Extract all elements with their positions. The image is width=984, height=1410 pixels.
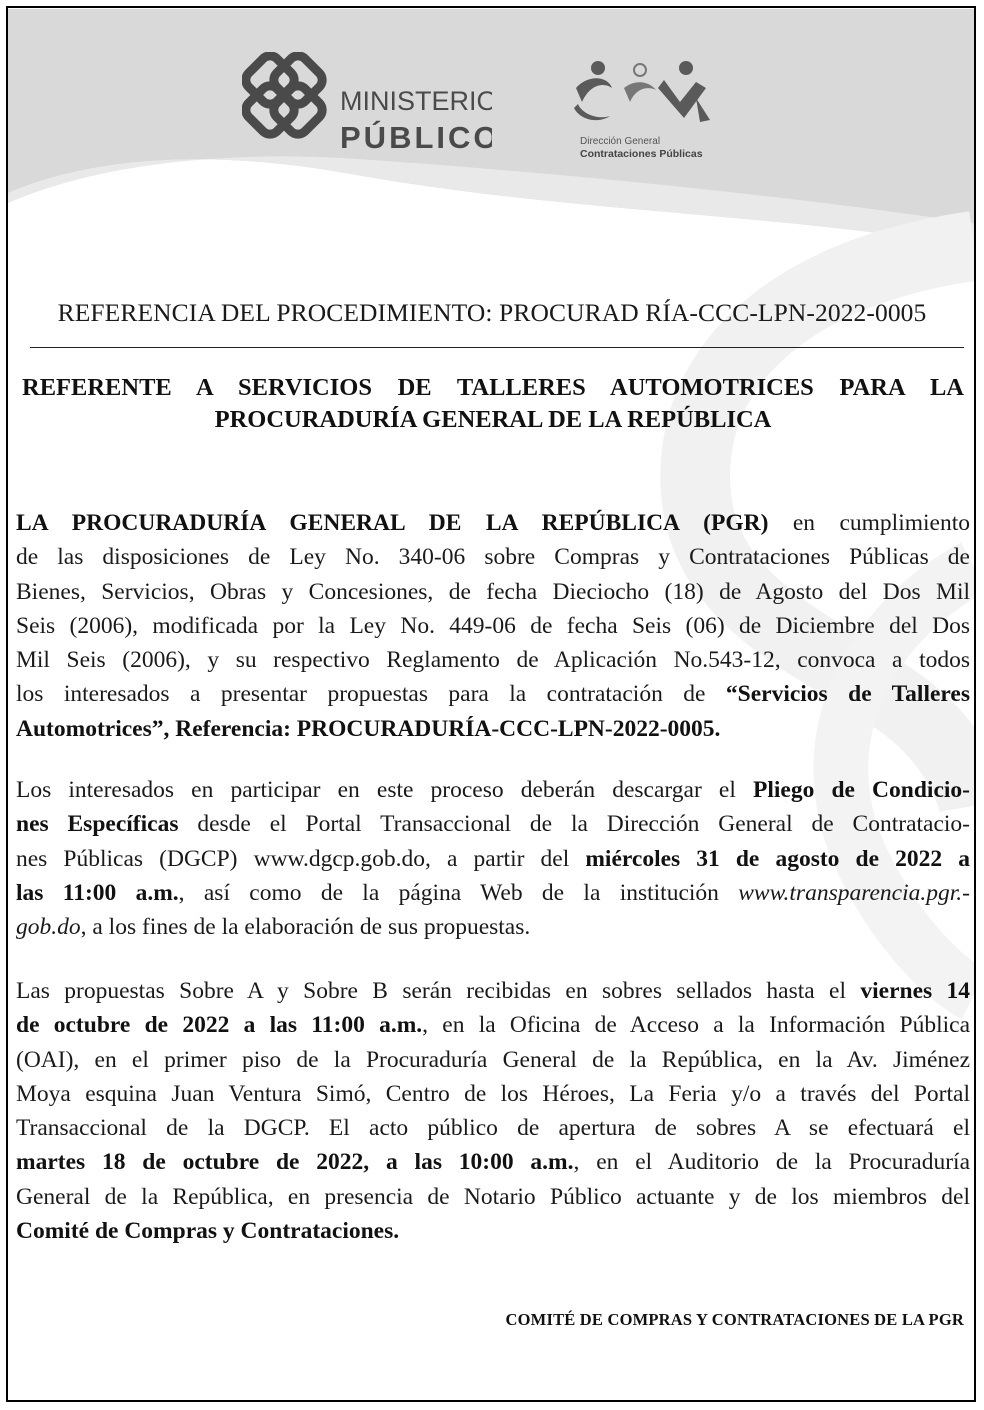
paragraph-line: de las disposiciones de Ley No. 340-06 sobre Compras y Contrataciones Públicas de [16,544,970,571]
dgcp-text-line1: Dirección General [580,136,661,147]
ministerio-text: MINISTERIO [340,86,492,116]
pgr-name-bold: LA PROCURADURÍA GENERAL DE LA REPÚBLICA (PGR) [16,510,769,536]
paragraph-recepcion [16,974,970,1248]
paragraph-line [16,1008,970,1042]
date-bold: martes 18 de octubre de 2022, a las 10:00 a.m. [16,1149,574,1176]
text-span: , a los fines de la elaboración de sus propuestas. [80,914,531,941]
service-name-bold: “Servicios de Talleres [725,681,971,708]
paragraph-line [16,974,970,1008]
dgcp-logo [568,58,728,168]
text-span: Los interesados en participar en este proceso deberán descargar el [16,777,753,803]
pliego-bold: nes Específicas [16,811,179,838]
dgcp-text-line2: Contrataciones Públicas [580,148,703,160]
paragraph-line [16,712,970,746]
paragraph-line [16,876,970,910]
ministerio-publico-logo [242,52,492,162]
paragraph-line: General de la República, en presencia de Notario Público actuante y de los miembros del [16,1183,970,1210]
text-span: desde el Portal Transaccional de la Dirección General de Contratacio- [178,811,970,838]
paragraph-line [16,910,970,944]
reference-bold: Automotrices”, Referencia: PROCURADURÍA-CCC-LPN-2022-0005. [16,715,721,742]
text-span: , en la Oficina de Acceso a la Información Pública [422,1012,970,1039]
divider-line [30,347,964,348]
paragraph-line: (OAI), en el primer piso de la Procuraduría General de la República, en la Av. Jiménez [16,1046,970,1073]
paragraph-line [16,677,970,711]
paragraph-line: Seis (2006), modificada por la Ley No. 449-06 de fecha Seis (06) de Diciembre del Dos [16,612,970,639]
text-span: en cumplimiento [768,510,970,536]
time-bold: las 11:00 a.m. [16,879,179,906]
signature-committee: COMITÉ DE COMPRAS Y CONTRATACIONES DE LA PGR [505,1310,964,1329]
website-link[interactable]: gob.do [16,914,81,941]
notice-page [6,6,976,1402]
paragraph-line [16,773,970,807]
paragraph-line [16,506,970,540]
date-bold: viernes 14 [860,978,970,1004]
paragraph-line: Moya esquina Juan Ventura Simó, Centro de los Héroes, La Feria y/o a través del Portal [16,1080,970,1107]
date-bold: miércoles 31 de agosto de 2022 a [585,845,970,872]
text-span: Las propuestas Sobre A y Sobre B serán recibidas en sobres sellados hasta el [16,978,861,1004]
paragraph-convocatoria [16,506,970,746]
procedure-reference: REFERENCIA DEL PROCEDIMIENTO: PROCURAD RÍA-CCC-LPN-2022-0005 [57,298,927,327]
text-span: , en el Auditorio de la Procuraduría [573,1149,970,1176]
text-span: nes Públicas (DGCP) www.dgcp.gob.do, a partir del [16,845,586,872]
subject-line-2: PROCURADURÍA GENERAL DE LA REPÚBLICA [214,406,772,433]
paragraph-line [16,807,970,841]
paragraph-line [16,1145,970,1179]
date-bold: de octubre de 2022 a las 11:00 a.m. [16,1012,423,1039]
text-span: los interesados a presentar propuestas para la contratación de [16,681,726,708]
website-link[interactable]: www.transparencia.pgr.- [738,879,970,906]
paragraph-line: Transaccional de la DGCP. El acto público de apertura de sobres A se efectuará el [16,1115,970,1142]
subject-line-1: REFERENTE A SERVICIOS DE TALLERES AUTOMOTRICES PARA LA [22,374,964,401]
paragraph-pliego [16,773,970,944]
paragraph-line [16,1214,970,1248]
pliego-bold: Pliego de Condicio- [753,777,970,803]
paragraph-line: Bienes, Servicios, Obras y Concesiones, de fecha Dieciocho (18) de Agosto del Dos Mil [16,578,970,605]
text-span: , así como de la página Web de la institución [178,879,739,906]
notice-subject [16,372,970,436]
paragraph-line [16,842,970,876]
committee-bold: Comité de Compras y Contrataciones. [16,1218,400,1245]
paragraph-line: Mil Seis (2006), y su respectivo Reglamento de Aplicación No.543-12, convoca a todos [16,647,970,674]
publico-text: PÚBLICO [340,120,492,155]
